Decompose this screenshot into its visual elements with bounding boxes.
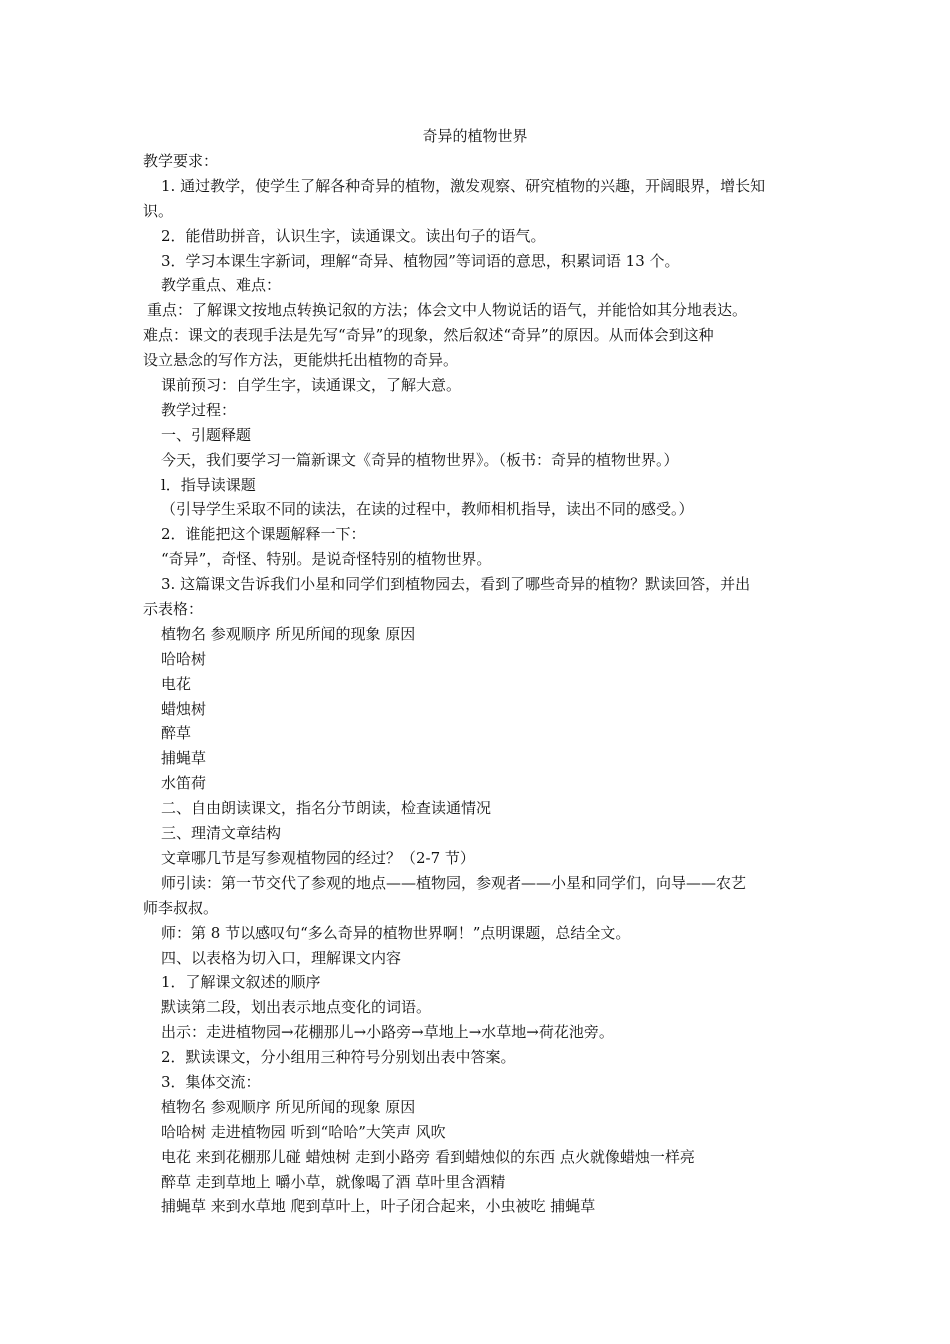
paragraph-line: 3. 这篇课文告诉我们小星和同学们到植物园去，看到了哪些奇异的植物？默读回答，并出 bbox=[161, 575, 751, 594]
paragraph-line: 教学要求： bbox=[143, 152, 219, 170]
paragraph-line: 课前预习：自学生字，读通课文，了解大意。 bbox=[161, 376, 462, 395]
paragraph-line: 重点：了解课文按地点转换记叙的方法；体会文中人物说话的语气，并能恰如其分地表达。 bbox=[147, 301, 748, 320]
paragraph-line: 植物名 参观顺序 所见所闻的现象 原因 bbox=[161, 624, 416, 643]
paragraph-line: 哈哈树 bbox=[161, 649, 207, 668]
paragraph-line: 2．默读课文，分小组用三种符号分别划出表中答案。 bbox=[161, 1048, 516, 1067]
paragraph-line: “奇异”，奇怪、特别。是说奇怪特别的植物世界。 bbox=[161, 550, 492, 569]
document-title: 奇异的植物世界 bbox=[422, 127, 528, 145]
paragraph-line: 1. 通过教学，使学生了解各种奇异的植物，激发观察、研究植物的兴趣，开阔眼界，增长知 bbox=[161, 176, 766, 195]
paragraph-line: 水笛荷 bbox=[161, 774, 207, 793]
paragraph-line: 3．学习本课生字新词，理解“奇异、植物园”等词语的意思，积累词语 13 个。 bbox=[161, 251, 680, 270]
paragraph-line: 醉草 走到草地上 嚼小草，就像喝了酒 草叶里含酒精 bbox=[161, 1172, 506, 1191]
paragraph-line: 捕蝇草 来到水草地 爬到草叶上，叶子闭合起来，小虫被吃 捕蝇草 bbox=[161, 1197, 596, 1216]
paragraph-line: 植物名 参观顺序 所见所闻的现象 原因 bbox=[161, 1097, 416, 1116]
paragraph-line: 捕蝇草 bbox=[161, 749, 207, 768]
paragraph-line: 默读第二段，划出表示地点变化的词语。 bbox=[161, 998, 432, 1017]
paragraph-line: 四、以表格为切入口，理解课文内容 bbox=[161, 948, 402, 967]
paragraph-line: 二、自由朗读课文，指名分节朗读，检查读通情况 bbox=[161, 799, 492, 818]
paragraph-line: 师李叔叔。 bbox=[143, 898, 219, 917]
paragraph-line: 哈哈树 走进植物园 听到“哈哈”大笑声 风吹 bbox=[161, 1122, 446, 1141]
paragraph-line: 2．谁能把这个课题解释一下： bbox=[161, 525, 366, 544]
paragraph-line: l．指导读课题 bbox=[161, 475, 256, 494]
paragraph-line: 出示：走进植物园→花棚那儿→小路旁→草地上→水草地→荷花池旁。 bbox=[161, 1023, 614, 1042]
paragraph-line: 电花 来到花棚那儿碰 蜡烛树 走到小路旁 看到蜡烛似的东西 点火就像蜡烛一样亮 bbox=[161, 1147, 695, 1166]
paragraph-line: 师：第 8 节以感叹句“多么奇异的植物世界啊！”点明课题，总结全文。 bbox=[161, 923, 631, 942]
paragraph-line: 电花 bbox=[161, 674, 192, 693]
paragraph-line: 文章哪几节是写参观植物园的经过？（2-7 节） bbox=[161, 848, 475, 867]
paragraph-line: （引导学生采取不同的读法，在读的过程中，教师相机指导，读出不同的感受。） bbox=[161, 500, 694, 519]
paragraph-line: 示表格： bbox=[143, 600, 204, 619]
paragraph-line: 师引读：第一节交代了参观的地点——植物园，参观者——小星和同学们，向导——农艺 bbox=[161, 873, 747, 892]
paragraph-line: 2．能借助拼音，认识生字，读通课文。读出句子的语气。 bbox=[161, 226, 546, 245]
paragraph-line: 1．了解课文叙述的顺序 bbox=[161, 973, 321, 992]
paragraph-line: 教学过程： bbox=[161, 400, 237, 419]
paragraph-line: 设立悬念的写作方法，更能烘托出植物的奇异。 bbox=[143, 351, 459, 370]
paragraph-line: 一、引题释题 bbox=[161, 425, 252, 444]
paragraph-line: 三、理清文章结构 bbox=[161, 824, 282, 843]
paragraph-line: 难点：课文的表现手法是先写“奇异”的现象，然后叙述“奇异”的原因。从而体会到这种 bbox=[143, 326, 714, 345]
paragraph-line: 醉草 bbox=[161, 724, 192, 743]
paragraph-line: 蜡烛树 bbox=[161, 699, 207, 718]
paragraph-line: 今天，我们要学习一篇新课文《奇异的植物世界》。（板书：奇异的植物世界。） bbox=[161, 450, 679, 469]
paragraph-line: 3．集体交流： bbox=[161, 1072, 261, 1091]
paragraph-line: 教学重点、难点： bbox=[161, 276, 282, 295]
paragraph-line: 识。 bbox=[143, 201, 174, 220]
document-body bbox=[143, 149, 811, 1219]
